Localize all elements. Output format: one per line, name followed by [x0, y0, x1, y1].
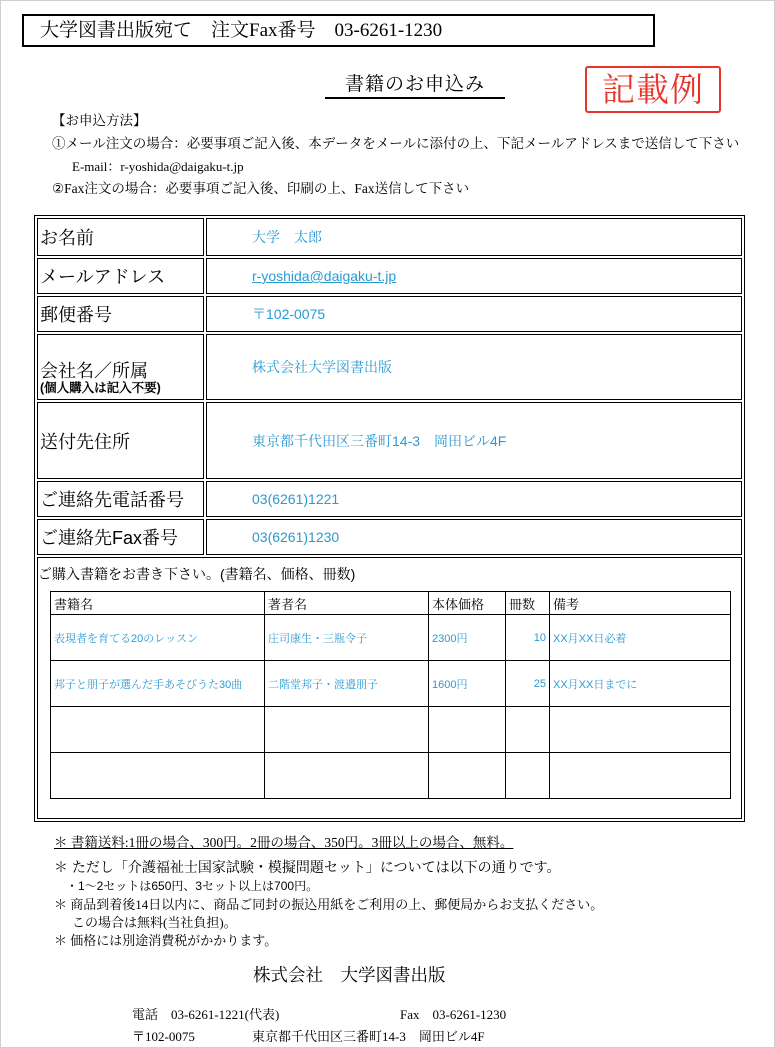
footer-fax: Fax 03-6261-1230 — [400, 1007, 507, 1022]
empty-cell — [506, 707, 550, 753]
column-header-author: 著者名 — [265, 592, 429, 615]
empty-cell — [429, 707, 506, 753]
book-remarks-cell: XX月XX日必着 — [550, 615, 731, 661]
book-quantity-cell: 25 — [506, 661, 550, 707]
fax-destination-text: 大学図書出版宛て 注文Fax番号 03-6261-1230 — [40, 20, 443, 41]
instructions-heading: 【お申込方法】 — [52, 113, 147, 128]
book-title-cell: 表現者を育てる20のレッスン — [51, 615, 265, 661]
page-title: 書籍のお申込み — [325, 71, 505, 99]
footer-phone: 電話 03-6261-1221(代表) — [132, 1007, 280, 1022]
name-value: 大学 太郎 — [252, 229, 322, 245]
phone-field — [206, 481, 742, 517]
footer-address: 東京都千代田区三番町14-3 岡田ビル4F — [252, 1029, 485, 1044]
fax-field — [206, 519, 742, 555]
book-remarks-cell: XX月XX日までに — [550, 661, 731, 707]
company-label: 会社名／所属 — [40, 361, 148, 381]
footer-postal-code: 〒102-0075 — [132, 1029, 195, 1044]
company-label-note: (個人購入は記入不要) — [40, 381, 161, 395]
book-price-cell: 1600円 — [429, 661, 506, 707]
address-field — [206, 402, 742, 479]
address-label: 送付先住所 — [37, 402, 204, 479]
table-row — [51, 661, 731, 707]
order-form — [34, 215, 745, 822]
book-author-cell: 庄司康生・三瓶令子 — [265, 615, 429, 661]
empty-cell — [429, 753, 506, 799]
book-quantity-cell: 10 — [506, 615, 550, 661]
note-payment: ＊ 商品到着後14日以内に、商品ご同封の振込用紙をご利用の上、郵便局からお支払ください。 — [54, 897, 604, 912]
email-field — [206, 258, 742, 294]
company-value: 株式会社大学図書出版 — [252, 359, 392, 375]
postal-code-label: 郵便番号 — [37, 296, 204, 332]
note-tax: ＊ 価格には別途消費税がかかります。 — [54, 933, 278, 948]
note-set-price: ・1～2セットは650円、3セット以上は700円。 — [66, 879, 319, 893]
column-header-price: 本体価格 — [429, 592, 506, 615]
postal-code-field — [206, 296, 742, 332]
name-field — [206, 218, 742, 256]
table-row-empty — [51, 753, 731, 799]
books-table-header — [51, 592, 731, 615]
books-heading: ご購入書籍をお書き下さい。(書籍名、価格、冊数) — [38, 566, 356, 582]
empty-cell — [506, 753, 550, 799]
company-label-cell — [37, 334, 204, 400]
empty-cell — [265, 707, 429, 753]
email-label: メールアドレス — [37, 258, 204, 294]
empty-cell — [51, 753, 265, 799]
column-header-quantity: 冊数 — [506, 592, 550, 615]
phone-label: ご連絡先電話番号 — [37, 481, 204, 517]
book-price-cell: 2300円 — [429, 615, 506, 661]
empty-cell — [550, 753, 731, 799]
table-row-empty — [51, 707, 731, 753]
book-title-cell: 邦子と朋子が選んだ手あそびうた30曲 — [51, 661, 265, 707]
company-field — [206, 334, 742, 400]
note-shipping: ＊ 書籍送料:1冊の場合、300円。2冊の場合、350円。3冊以上の場合、無料。 — [54, 835, 514, 850]
note-exception: ＊ ただし「介護福祉士国家試験・模擬問題セット」については以下の通りです。 — [54, 859, 561, 875]
email-link[interactable]: r-yoshida@daigaku-t.jp — [252, 268, 397, 284]
footer-company: 株式会社 大学図書出版 — [253, 965, 446, 985]
column-header-remarks: 備考 — [550, 592, 731, 615]
note-payment-fee: この場合は無料(当社負担)。 — [72, 915, 237, 930]
books-section — [37, 557, 742, 819]
table-row — [51, 615, 731, 661]
instructions-email-address: E-mail：r-yoshida@daigaku-t.jp — [72, 159, 244, 174]
phone-value: 03(6261)1221 — [252, 491, 340, 507]
empty-cell — [550, 707, 731, 753]
books-table — [50, 591, 731, 799]
postal-code-value: 〒102-0075 — [252, 306, 326, 322]
book-author-cell: 二階堂邦子・渡邉朋子 — [265, 661, 429, 707]
instructions-email-order: ①メール注文の場合：必要事項ご記入後、本データをメールに添付の上、下記メールアドレスまで送信して下さい — [52, 136, 740, 151]
empty-cell — [51, 707, 265, 753]
column-header-title: 書籍名 — [51, 592, 265, 615]
name-label: お名前 — [37, 218, 204, 256]
fax-label: ご連絡先Fax番号 — [37, 519, 204, 555]
instructions-fax-order: ②Fax注文の場合：必要事項ご記入後、印刷の上、Fax送信して下さい — [52, 181, 470, 196]
empty-cell — [265, 753, 429, 799]
address-value: 東京都千代田区三番町14-3 岡田ビル4F — [252, 432, 507, 449]
fax-value: 03(6261)1230 — [252, 529, 340, 545]
fax-destination-box — [22, 14, 655, 47]
example-stamp: 記載例 — [585, 66, 721, 113]
